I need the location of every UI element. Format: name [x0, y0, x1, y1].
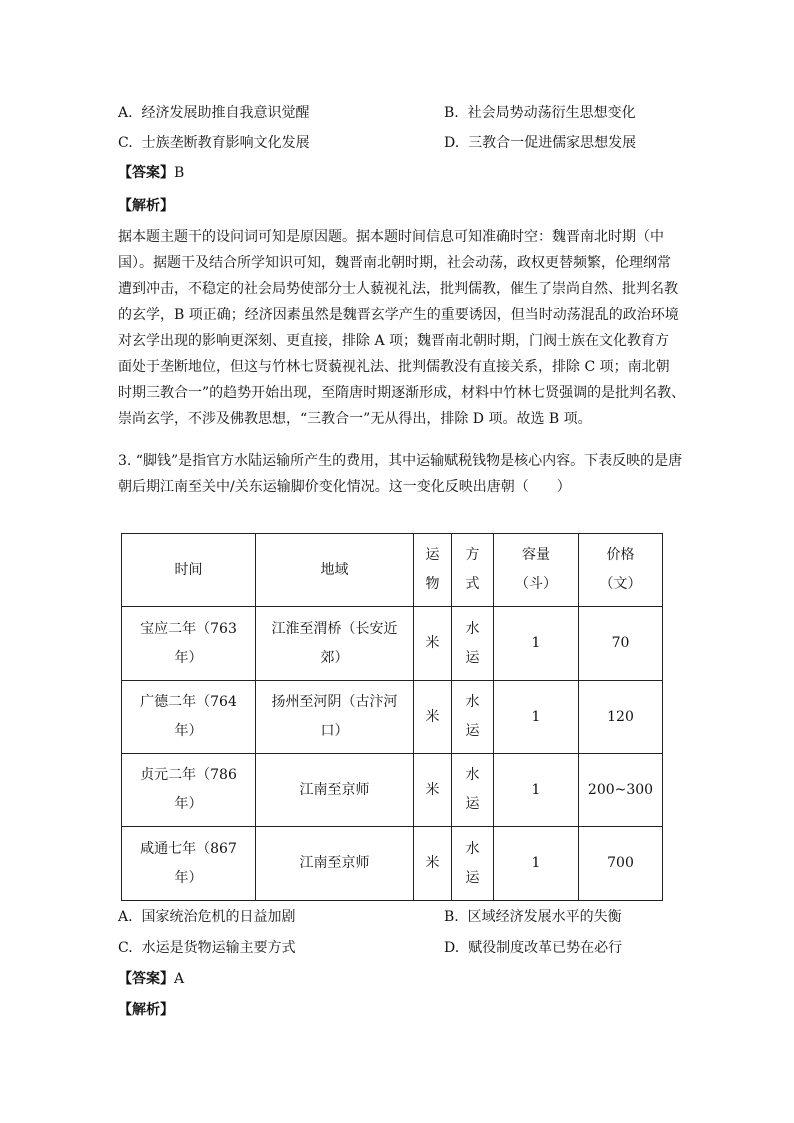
answer-value: A [174, 971, 185, 987]
table-row [122, 607, 663, 681]
analysis-line: 对玄学出现的影响更深刻、更直接，排除 A 项；魏晋南北朝时期，门阀士族在文化教育方 [118, 333, 670, 349]
cell-price: 700 [579, 827, 663, 901]
table-row [122, 754, 663, 827]
q3-stem [118, 448, 683, 500]
cell-time: 咸通七年（867 年） [122, 827, 256, 901]
q3-option-c: C. 水运是货物运输主要方式 [118, 940, 296, 956]
answer-tag: 【答案】 [118, 971, 174, 987]
q3-answer [118, 969, 184, 989]
q3-analysis-tag: 【解析】 [118, 1002, 174, 1018]
cell-region: 扬州至河阴（古汴河 口） [256, 681, 414, 754]
cell-price: 200~300 [579, 754, 663, 827]
cell-region: 江南至京师 [256, 754, 414, 827]
q2-option-row-2 [118, 132, 678, 152]
q3-option-row-1 [118, 906, 678, 926]
analysis-line: 时期三教合一”的趋势开始出现，至隋唐时期逐渐形成，材料中竹林七贤强调的是批判名教、 [118, 385, 686, 401]
cell-time: 广德二年（764 年） [122, 681, 256, 754]
cell-capacity: 1 [494, 827, 579, 901]
freight-table [121, 533, 663, 901]
table-header-row [122, 534, 663, 607]
table-row [122, 681, 663, 754]
header-region: 地域 [256, 534, 414, 607]
cell-time: 贞元二年（786 年） [122, 754, 256, 827]
q2-answer [118, 163, 184, 183]
analysis-line: 面处于垄断地位，但这与竹林七贤藐视礼法、批判儒教没有直接关系，排除 C 项；南北朝 [118, 359, 670, 375]
analysis-line: 据本题主题干的设问词可知是原因题。据本题时间信息可知准确时空：魏晋南北时期（中 [118, 229, 664, 245]
cell-mode: 水 运 [452, 754, 494, 827]
header-item: 运 物 [414, 534, 452, 607]
header-price: 价格 （文） [579, 534, 663, 607]
header-time: 时间 [122, 534, 256, 607]
cell-item: 米 [414, 607, 452, 681]
cell-price: 70 [579, 607, 663, 681]
q3-option-a: A. 国家统治危机的日益加剧 [118, 909, 296, 925]
q2-option-a: A. 经济发展助推自我意识觉醒 [118, 105, 310, 121]
q2-option-row-1 [118, 102, 678, 122]
cell-price: 120 [579, 681, 663, 754]
analysis-line: 遭到冲击，不稳定的社会局势使部分士人藐视礼法，批判儒教，催生了崇尚自然、批判名教 [118, 281, 678, 297]
analysis-line: 崇尚玄学，不涉及佛教思想，“三教合一”无从得出，排除 D 项。故选 B 项。 [118, 411, 592, 427]
cell-region: 江淮至渭桥（长安近 郊） [256, 607, 414, 681]
q3-option-d: D. 赋役制度改革已势在必行 [444, 940, 623, 956]
q2-analysis-text [118, 224, 686, 432]
cell-region: 江南至京师 [256, 827, 414, 901]
cell-item: 米 [414, 681, 452, 754]
analysis-line: 的玄学，B 项正确；经济因素虽然是魏晋玄学产生的重要诱因，但当时动荡混乱的政治环境 [118, 307, 679, 323]
q2-option-c: C. 士族垄断教育影响文化发展 [118, 135, 310, 151]
stem-line: 朝后期江南至关中/关东运输脚价变化情况。这一变化反映出唐朝（ ） [118, 479, 571, 495]
cell-item: 米 [414, 754, 452, 827]
answer-value: B [174, 165, 185, 181]
header-mode: 方 式 [452, 534, 494, 607]
header-capacity: 容量 （斗） [494, 534, 579, 607]
analysis-line: 国）。据题干及结合所学知识可知，魏晋南北朝时期，社会动荡，政权更替频繁，伦理纲常 [118, 255, 671, 271]
q2-option-d: D. 三教合一促进儒家思想发展 [444, 135, 637, 151]
cell-item: 米 [414, 827, 452, 901]
cell-capacity: 1 [494, 681, 579, 754]
cell-capacity: 1 [494, 754, 579, 827]
cell-mode: 水 运 [452, 681, 494, 754]
cell-mode: 水 运 [452, 827, 494, 901]
stem-line: 3. “脚钱”是指官方水陆运输所产生的费用，其中运输赋税钱物是核心内容。下表反映的是唐 [118, 453, 683, 469]
q2-analysis-tag: 【解析】 [118, 198, 174, 214]
cell-mode: 水 运 [452, 607, 494, 681]
cell-time: 宝应二年（763 年） [122, 607, 256, 681]
answer-tag: 【答案】 [118, 165, 174, 181]
q2-option-b: B. 社会局势动荡衍生思想变化 [444, 105, 636, 121]
table-row [122, 827, 663, 901]
q3-option-row-2 [118, 937, 678, 957]
q3-option-b: B. 区域经济发展水平的失衡 [444, 909, 622, 925]
cell-capacity: 1 [494, 607, 579, 681]
